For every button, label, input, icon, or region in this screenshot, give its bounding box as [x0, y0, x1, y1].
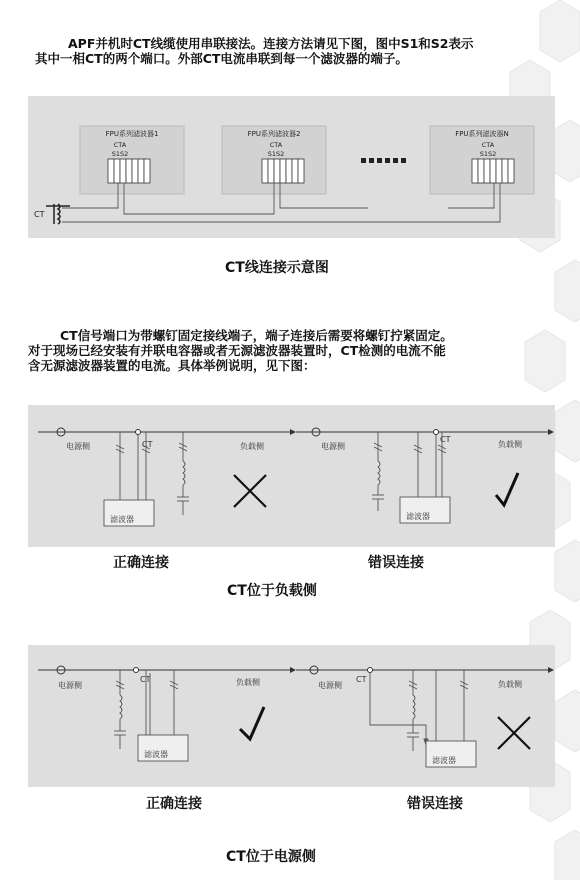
load-left-caption: 正确连接: [113, 555, 169, 571]
signal-note-line-1: CT信号端口为带螺钉固定接线端子，端子连接后需要将螺钉拧紧固定。: [60, 328, 453, 343]
series-diagram-caption: CT线连接示意图: [225, 260, 329, 276]
source-left-source-label: 电源侧: [58, 681, 82, 690]
filter-1-terminal-block: [108, 159, 150, 183]
source-side-group-caption: CT位于电源侧: [226, 849, 316, 865]
load-right-check-mark: [496, 473, 518, 505]
source-right-source-label: 电源侧: [318, 681, 342, 690]
signal-note-line-3: 含无源滤波器装置的电流。具体举例说明，见下图：: [28, 358, 316, 373]
load-side-group-caption: CT位于负载侧: [227, 583, 317, 599]
source-left-filter-label: 滤波器: [144, 750, 168, 759]
source-side-left-diagram: [38, 666, 296, 761]
signal-note-paragraph: [28, 328, 528, 373]
load-left-cross-mark: [234, 475, 266, 507]
filter-unit-1: [80, 126, 184, 194]
intro-line-2: 其中一相CT的两个端口。外部CT电流串联到每一个滤波器的端子。: [35, 51, 408, 66]
filter-n-terminals: S1S2: [479, 150, 497, 158]
filter-n-terminal-block: [472, 159, 514, 183]
load-left-source-label: 电源侧: [66, 442, 90, 451]
intro-paragraph: [28, 36, 528, 66]
source-left-load-label: 负载侧: [236, 678, 260, 687]
source-right-ct-label: CT: [356, 675, 367, 684]
series-wiring-diagram: [28, 96, 555, 238]
signal-note-line-2: 对于现场已经安装有并联电容器或者无源滤波器装置时，CT检测的电流不能: [28, 343, 446, 358]
filter-2-terminal-block: [262, 159, 304, 183]
intro-line-1: APF并机时CT线缆使用串联接法。连接方法请见下图，图中S1和S2表示: [68, 36, 474, 51]
load-right-caption: 错误连接: [368, 555, 424, 571]
ct-label: CT: [34, 210, 45, 219]
ct-transformer-symbol: [46, 204, 70, 224]
filter-2-terminals: S1S2: [267, 150, 285, 158]
source-right-cross-mark: [498, 717, 530, 749]
source-left-caption: 正确连接: [146, 796, 202, 812]
source-left-ct-label: CT: [140, 675, 151, 684]
source-right-caption: 错误连接: [407, 796, 463, 812]
source-side-panel: [28, 645, 555, 787]
load-right-filter-label: 滤波器: [406, 512, 430, 521]
filter-1-title: FPU系列滤波器1: [105, 130, 159, 138]
source-right-filter-label: 滤波器: [432, 756, 456, 765]
filter-2-title: FPU系列滤波器2: [247, 130, 301, 138]
load-right-ct-label: CT: [440, 435, 451, 444]
load-side-right-diagram: [296, 428, 554, 523]
filter-1-cta: CTA: [113, 141, 127, 149]
source-side-diagrams: [28, 645, 555, 787]
series-diagram-panel: [28, 96, 555, 238]
source-left-check-mark: [240, 707, 264, 739]
filter-n-cta: CTA: [481, 141, 495, 149]
filter-2-cta: CTA: [269, 141, 283, 149]
ellipsis-dots: [361, 158, 406, 163]
load-right-source-label: 电源侧: [321, 442, 345, 451]
source-right-load-label: 负载侧: [498, 680, 522, 689]
load-side-diagrams: [28, 405, 555, 547]
source-side-right-diagram: [296, 666, 554, 767]
load-left-load-label: 负载侧: [240, 442, 264, 451]
filter-1-terminals: S1S2: [111, 150, 129, 158]
filter-unit-n: [430, 126, 534, 194]
load-left-ct-label: CT: [142, 440, 153, 449]
load-right-load-label: 负载侧: [498, 440, 522, 449]
filter-n-title: FPU系列滤波器N: [455, 130, 509, 138]
load-left-filter-label: 滤波器: [110, 515, 134, 524]
load-side-left-diagram: [38, 428, 296, 526]
load-side-panel: [28, 405, 555, 547]
